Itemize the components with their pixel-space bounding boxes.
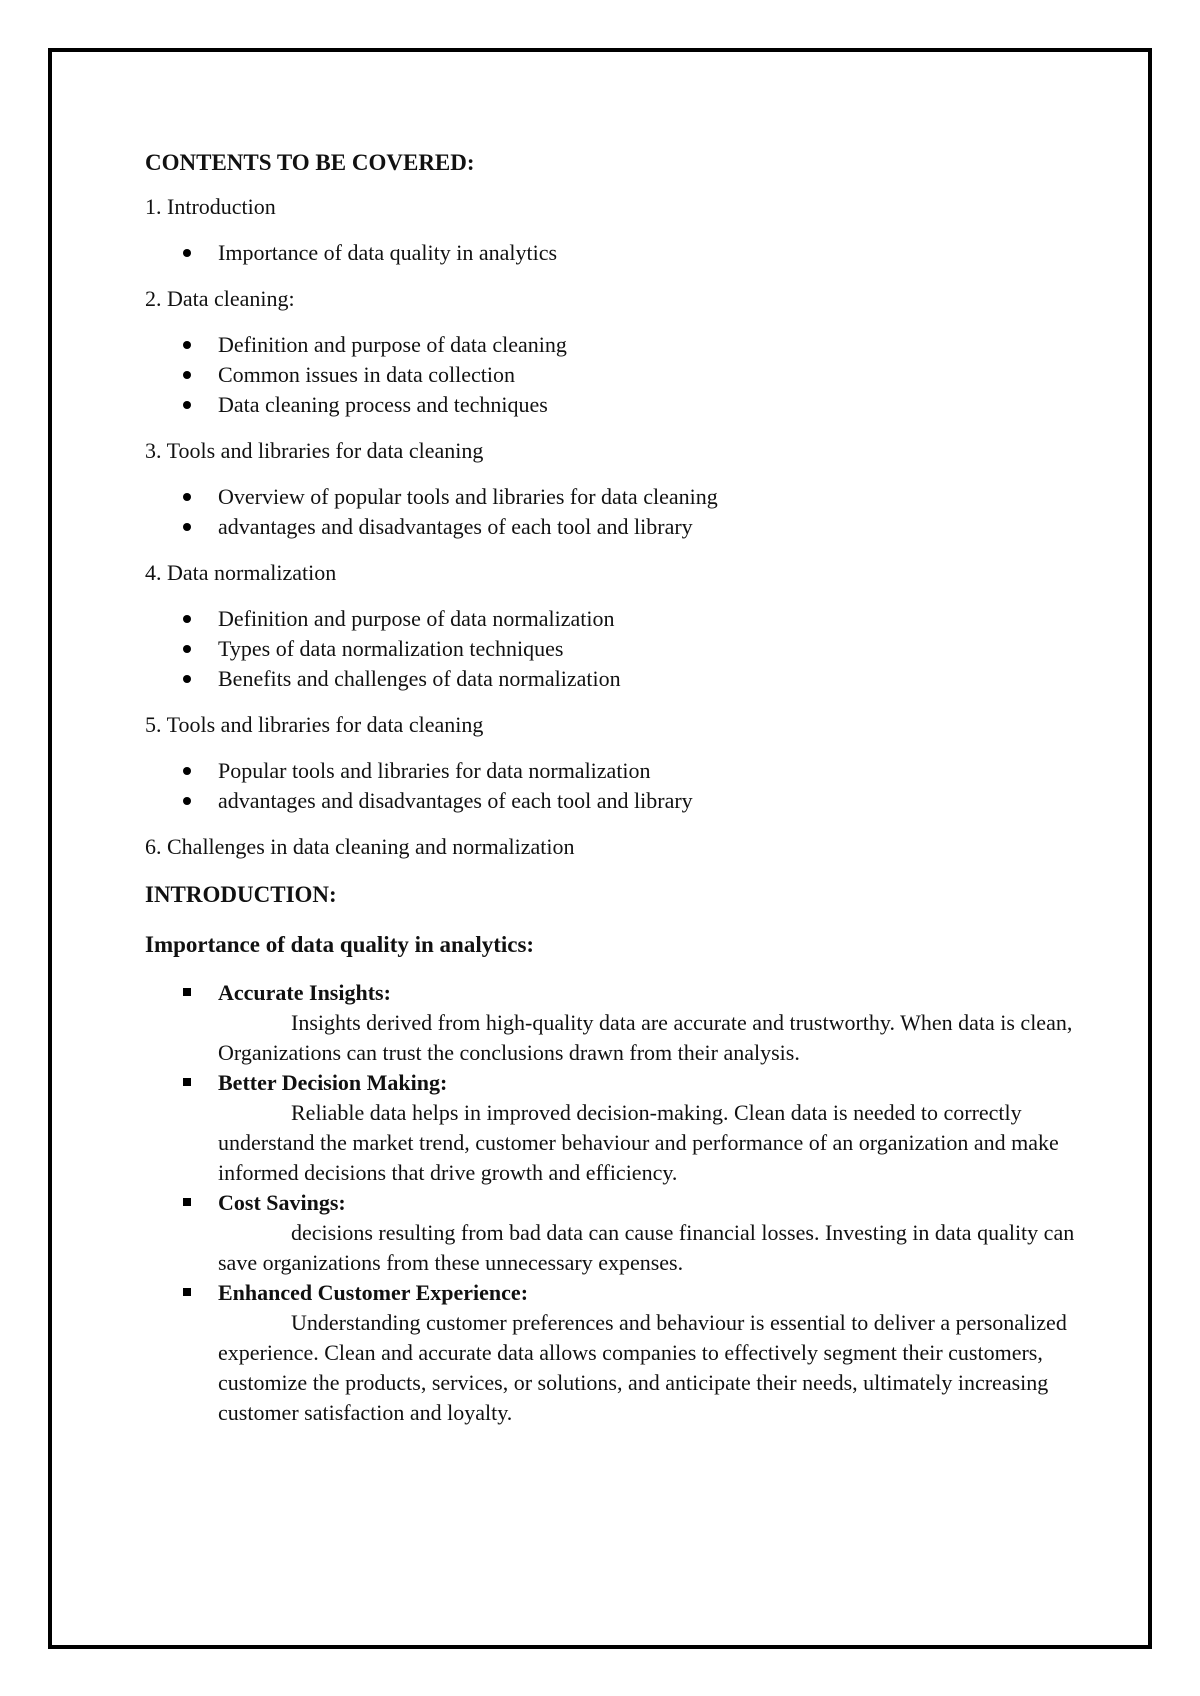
toc-subitem-label: Overview of popular tools and libraries for data cleaning xyxy=(218,484,718,509)
toc-item-label: 2. Data cleaning: xyxy=(145,286,295,311)
toc-sublist xyxy=(145,604,1075,694)
document-body xyxy=(145,148,1075,1428)
toc-subitem xyxy=(218,238,1075,268)
bullet-icon xyxy=(183,767,191,775)
square-bullet-icon xyxy=(183,1288,191,1296)
toc-subitem-label: Types of data normalization techniques xyxy=(218,636,564,661)
toc-subitem xyxy=(218,330,1075,360)
bullet-icon xyxy=(183,797,191,805)
square-bullet-icon xyxy=(183,1078,191,1086)
toc-item xyxy=(145,558,1075,694)
point-text: Reliable data helps in improved decision-making. Clean data is needed to correctly understand the market trend, customer behaviour and performance of an organization and make informed decisions that drive growth and efficiency. xyxy=(218,1100,1059,1185)
toc-subitem xyxy=(218,756,1075,786)
bullet-icon xyxy=(183,249,191,257)
introduction-heading: INTRODUCTION: xyxy=(145,882,337,907)
bullet-icon xyxy=(183,675,191,683)
toc-item-label: 3. Tools and libraries for data cleaning xyxy=(145,438,484,463)
contents-heading: CONTENTS TO BE COVERED: xyxy=(145,150,475,175)
toc-item xyxy=(145,284,1075,420)
square-bullet-icon xyxy=(183,1198,191,1206)
toc-sublist xyxy=(145,482,1075,542)
point-title: Enhanced Customer Experience: xyxy=(218,1280,529,1305)
point-text: decisions resulting from bad data can cause financial losses. Investing in data quality can save organizations from these unnecessary expenses. xyxy=(218,1220,1075,1275)
importance-point xyxy=(218,1188,1075,1278)
toc-item xyxy=(145,710,1075,816)
point-title: Better Decision Making: xyxy=(218,1070,448,1095)
point-title: Accurate Insights: xyxy=(218,980,391,1005)
bullet-icon xyxy=(183,371,191,379)
toc-subitem xyxy=(218,786,1075,816)
point-text: Understanding customer preferences and behaviour is essential to deliver a personalized experience. Clean and accurate data allows companies to effectively segment their customers, customize the products, services, or solutions, and anticipate their needs, ultimately increasing customer satisfaction and loyalty. xyxy=(218,1310,1067,1425)
importance-point xyxy=(218,978,1075,1068)
toc-subitem-label: Popular tools and libraries for data normalization xyxy=(218,758,651,783)
toc-subitem xyxy=(218,360,1075,390)
bullet-icon xyxy=(183,615,191,623)
toc-sublist xyxy=(145,238,1075,268)
toc-item xyxy=(145,436,1075,542)
toc-item-label: 5. Tools and libraries for data cleaning xyxy=(145,712,484,737)
bullet-icon xyxy=(183,493,191,501)
importance-points xyxy=(145,978,1075,1428)
toc-subitem-label: Benefits and challenges of data normalization xyxy=(218,666,621,691)
bullet-icon xyxy=(183,523,191,531)
toc-subitem-label: Data cleaning process and techniques xyxy=(218,392,548,417)
toc-sublist xyxy=(145,756,1075,816)
toc-subitem-label: Common issues in data collection xyxy=(218,362,515,387)
importance-heading: Importance of data quality in analytics: xyxy=(145,932,535,957)
toc-item-label: 6. Challenges in data cleaning and normalization xyxy=(145,834,575,859)
toc-subitem-label: Definition and purpose of data cleaning xyxy=(218,332,567,357)
toc-item xyxy=(145,192,1075,268)
point-text: Insights derived from high-quality data are accurate and trustworthy. When data is clean, Organizations can trust the conclusions drawn from their analysis. xyxy=(218,1010,1073,1065)
toc-subitem-label: Importance of data quality in analytics xyxy=(218,240,558,265)
square-bullet-icon xyxy=(183,988,191,996)
toc-item-label: 4. Data normalization xyxy=(145,560,337,585)
bullet-icon xyxy=(183,341,191,349)
toc-subitem xyxy=(218,482,1075,512)
bullet-icon xyxy=(183,645,191,653)
toc-item-label: 1. Introduction xyxy=(145,194,276,219)
importance-point xyxy=(218,1278,1075,1428)
toc-subitem-label: advantages and disadvantages of each tool and library xyxy=(218,788,693,813)
point-title: Cost Savings: xyxy=(218,1190,346,1215)
toc-subitem xyxy=(218,664,1075,694)
importance-point xyxy=(218,1068,1075,1188)
toc-subitem xyxy=(218,390,1075,420)
toc-subitem xyxy=(218,512,1075,542)
toc-item xyxy=(145,832,1075,862)
bullet-icon xyxy=(183,401,191,409)
toc-subitem-label: advantages and disadvantages of each tool and library xyxy=(218,514,693,539)
toc-subitem xyxy=(218,604,1075,634)
toc-sublist xyxy=(145,330,1075,420)
toc-subitem-label: Definition and purpose of data normalization xyxy=(218,606,615,631)
toc-subitem xyxy=(218,634,1075,664)
